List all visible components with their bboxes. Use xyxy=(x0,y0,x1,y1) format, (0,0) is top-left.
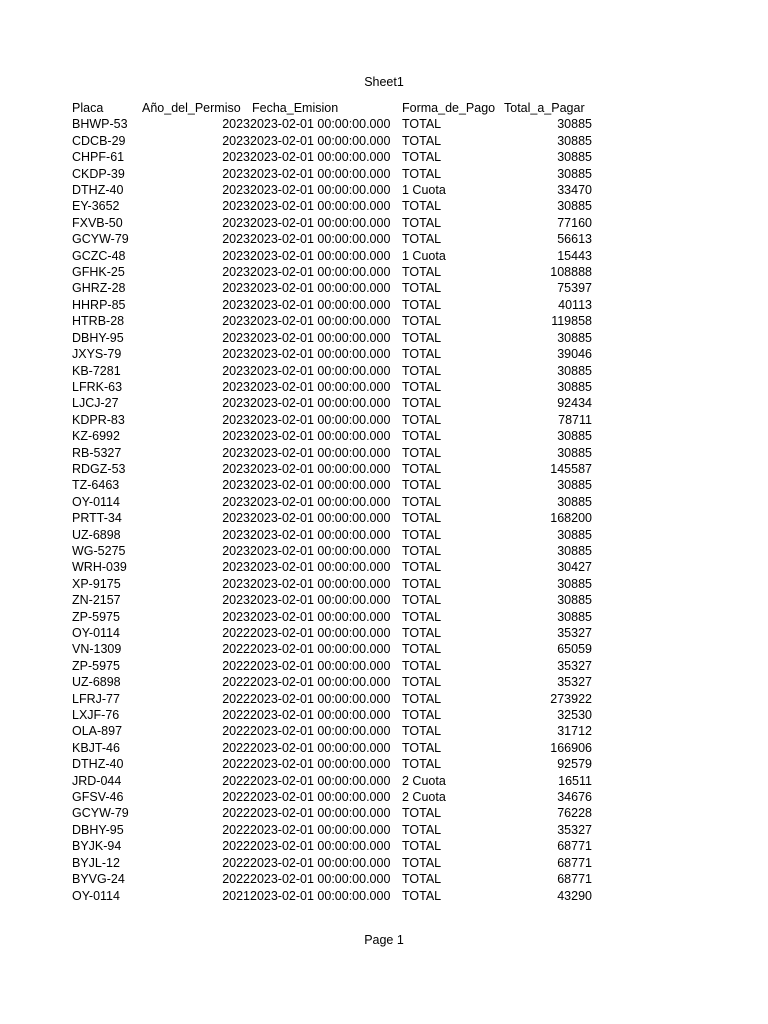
cell-total-a-pagar: 92434 xyxy=(557,396,592,411)
cell-anio-del-permiso: 2022 xyxy=(222,855,250,870)
table-row xyxy=(72,658,592,674)
cell-total-a-pagar: 78711 xyxy=(558,412,592,427)
table-row xyxy=(72,461,592,477)
cell-forma-de-pago: 1 Cuota xyxy=(402,248,446,263)
cell-forma-de-pago: TOTAL xyxy=(402,396,442,411)
data-table xyxy=(72,100,592,904)
cell-fecha-emision: 2023-02-01 00:00:00.000 xyxy=(250,642,391,657)
cell-forma-de-pago: TOTAL xyxy=(402,494,442,509)
cell-forma-de-pago: TOTAL xyxy=(402,297,442,312)
cell-fecha-emision: 2023-02-01 00:00:00.000 xyxy=(250,478,391,493)
cell-anio-del-permiso: 2022 xyxy=(222,658,250,673)
cell-total-a-pagar: 31712 xyxy=(557,724,592,739)
cell-placa: ZP-5975 xyxy=(72,609,120,624)
cell-anio-del-permiso: 2023 xyxy=(222,429,250,444)
table-row xyxy=(72,510,592,526)
cell-fecha-emision: 2023-02-01 00:00:00.000 xyxy=(250,265,391,280)
table-row xyxy=(72,576,592,592)
cell-total-a-pagar: 30885 xyxy=(557,199,592,214)
cell-anio-del-permiso: 2023 xyxy=(222,543,250,558)
cell-placa: TZ-6463 xyxy=(72,478,120,493)
cell-fecha-emision: 2023-02-01 00:00:00.000 xyxy=(250,806,391,821)
cell-total-a-pagar: 68771 xyxy=(557,839,592,854)
cell-placa: DTHZ-40 xyxy=(72,183,124,198)
cell-total-a-pagar: 77160 xyxy=(557,215,592,230)
cell-fecha-emision: 2023-02-01 00:00:00.000 xyxy=(250,658,391,673)
cell-anio-del-permiso: 2023 xyxy=(222,117,250,132)
cell-total-a-pagar: 30885 xyxy=(557,379,592,394)
column-header-placa: Placa xyxy=(72,101,104,115)
cell-placa: LJCJ-27 xyxy=(72,396,119,411)
cell-forma-de-pago: TOTAL xyxy=(402,511,442,526)
cell-total-a-pagar: 40113 xyxy=(558,297,592,312)
cell-placa: LXJF-76 xyxy=(72,708,120,723)
cell-forma-de-pago: TOTAL xyxy=(402,265,442,280)
cell-placa: OY-0114 xyxy=(72,494,120,509)
cell-forma-de-pago: TOTAL xyxy=(402,461,442,476)
cell-total-a-pagar: 76228 xyxy=(557,806,592,821)
cell-anio-del-permiso: 2023 xyxy=(222,232,250,247)
cell-anio-del-permiso: 2023 xyxy=(222,461,250,476)
cell-placa: KB-7281 xyxy=(72,363,121,378)
cell-forma-de-pago: TOTAL xyxy=(402,576,442,591)
cell-total-a-pagar: 16511 xyxy=(558,773,592,788)
cell-forma-de-pago: TOTAL xyxy=(402,691,442,706)
cell-fecha-emision: 2023-02-01 00:00:00.000 xyxy=(250,593,391,608)
cell-placa: KDPR-83 xyxy=(72,412,125,427)
cell-anio-del-permiso: 2023 xyxy=(222,297,250,312)
cell-fecha-emision: 2023-02-01 00:00:00.000 xyxy=(250,297,391,312)
cell-forma-de-pago: TOTAL xyxy=(402,724,442,739)
table-row xyxy=(72,379,592,395)
table-row xyxy=(72,691,592,707)
cell-anio-del-permiso: 2023 xyxy=(222,363,250,378)
cell-fecha-emision: 2023-02-01 00:00:00.000 xyxy=(250,609,391,624)
cell-anio-del-permiso: 2022 xyxy=(222,740,250,755)
cell-placa: JXYS-79 xyxy=(72,347,122,362)
cell-forma-de-pago: TOTAL xyxy=(402,658,442,673)
cell-fecha-emision: 2023-02-01 00:00:00.000 xyxy=(250,626,391,640)
cell-anio-del-permiso: 2023 xyxy=(222,593,250,608)
cell-placa: RDGZ-53 xyxy=(72,461,126,476)
cell-fecha-emision: 2023-02-01 00:00:00.000 xyxy=(250,839,391,854)
cell-anio-del-permiso: 2022 xyxy=(222,822,250,837)
table-row xyxy=(72,116,592,132)
table-row xyxy=(72,838,592,854)
cell-forma-de-pago: TOTAL xyxy=(402,872,442,887)
cell-fecha-emision: 2023-02-01 00:00:00.000 xyxy=(250,888,391,903)
cell-anio-del-permiso: 2022 xyxy=(222,806,250,821)
table-row xyxy=(72,149,592,165)
cell-forma-de-pago: TOTAL xyxy=(402,675,442,690)
cell-placa: CKDP-39 xyxy=(72,166,125,181)
cell-forma-de-pago: TOTAL xyxy=(402,215,442,230)
cell-total-a-pagar: 30885 xyxy=(557,166,592,181)
cell-fecha-emision: 2023-02-01 00:00:00.000 xyxy=(250,183,391,198)
cell-total-a-pagar: 30885 xyxy=(557,576,592,591)
cell-fecha-emision: 2023-02-01 00:00:00.000 xyxy=(250,773,391,788)
table-row xyxy=(72,297,592,313)
cell-forma-de-pago: TOTAL xyxy=(402,822,442,837)
cell-total-a-pagar: 34676 xyxy=(557,790,592,805)
cell-anio-del-permiso: 2023 xyxy=(222,576,250,591)
cell-forma-de-pago: TOTAL xyxy=(402,445,442,460)
cell-placa: KBJT-46 xyxy=(72,740,120,755)
cell-fecha-emision: 2023-02-01 00:00:00.000 xyxy=(250,199,391,214)
cell-anio-del-permiso: 2023 xyxy=(222,445,250,460)
cell-forma-de-pago: TOTAL xyxy=(402,199,442,214)
cell-fecha-emision: 2023-02-01 00:00:00.000 xyxy=(250,855,391,870)
cell-anio-del-permiso: 2022 xyxy=(222,839,250,854)
cell-anio-del-permiso: 2023 xyxy=(222,330,250,345)
cell-placa: PRTT-34 xyxy=(72,511,122,526)
cell-placa: CHPF-61 xyxy=(72,150,125,165)
cell-anio-del-permiso: 2022 xyxy=(222,773,250,788)
table-row xyxy=(72,133,592,149)
column-header-anio-del-permiso: Año_del_Permiso xyxy=(142,101,241,115)
cell-forma-de-pago: TOTAL xyxy=(402,330,442,345)
cell-forma-de-pago: TOTAL xyxy=(402,888,442,903)
cell-total-a-pagar: 65059 xyxy=(557,642,592,657)
page-footer: Page 1 xyxy=(364,933,404,947)
cell-total-a-pagar: 30885 xyxy=(557,445,592,460)
cell-anio-del-permiso: 2023 xyxy=(222,199,250,214)
cell-anio-del-permiso: 2023 xyxy=(222,347,250,362)
cell-fecha-emision: 2023-02-01 00:00:00.000 xyxy=(250,511,391,526)
cell-total-a-pagar: 30885 xyxy=(557,363,592,378)
table-row xyxy=(72,609,592,625)
cell-placa: BYJL-12 xyxy=(72,855,120,870)
table-row xyxy=(72,822,592,838)
cell-total-a-pagar: 92579 xyxy=(557,757,592,772)
cell-fecha-emision: 2023-02-01 00:00:00.000 xyxy=(250,363,391,378)
cell-total-a-pagar: 33470 xyxy=(557,183,592,198)
cell-forma-de-pago: TOTAL xyxy=(402,609,442,624)
cell-fecha-emision: 2023-02-01 00:00:00.000 xyxy=(250,790,391,805)
cell-placa: GCZC-48 xyxy=(72,248,126,263)
cell-forma-de-pago: 2 Cuota xyxy=(402,790,446,805)
cell-fecha-emision: 2023-02-01 00:00:00.000 xyxy=(250,675,391,690)
cell-fecha-emision: 2023-02-01 00:00:00.000 xyxy=(250,330,391,345)
cell-forma-de-pago: TOTAL xyxy=(402,543,442,558)
cell-total-a-pagar: 30885 xyxy=(557,429,592,444)
table-row xyxy=(72,264,592,280)
cell-placa: DBHY-95 xyxy=(72,822,124,837)
cell-forma-de-pago: 2 Cuota xyxy=(402,773,446,788)
cell-anio-del-permiso: 2023 xyxy=(222,150,250,165)
cell-anio-del-permiso: 2023 xyxy=(222,379,250,394)
cell-forma-de-pago: TOTAL xyxy=(402,839,442,854)
cell-anio-del-permiso: 2023 xyxy=(222,183,250,198)
table-row xyxy=(72,313,592,329)
cell-anio-del-permiso: 2023 xyxy=(222,314,250,329)
cell-total-a-pagar: 30885 xyxy=(557,117,592,132)
cell-anio-del-permiso: 2023 xyxy=(222,166,250,181)
cell-forma-de-pago: TOTAL xyxy=(402,363,442,378)
cell-forma-de-pago: TOTAL xyxy=(402,806,442,821)
table-row xyxy=(72,641,592,657)
cell-placa: GCYW-79 xyxy=(72,806,129,821)
table-row xyxy=(72,166,592,182)
cell-placa: CDCB-29 xyxy=(72,133,126,148)
cell-placa: EY-3652 xyxy=(72,199,120,214)
cell-total-a-pagar: 30885 xyxy=(557,527,592,542)
cell-placa: RB-5327 xyxy=(72,445,122,460)
cell-anio-del-permiso: 2022 xyxy=(222,708,250,723)
cell-total-a-pagar: 56613 xyxy=(557,232,592,247)
cell-placa: GCYW-79 xyxy=(72,232,129,247)
table-row xyxy=(72,855,592,871)
table-row xyxy=(72,428,592,444)
sheet-title: Sheet1 xyxy=(364,75,404,89)
table-row xyxy=(72,543,592,559)
cell-placa: HHRP-85 xyxy=(72,297,126,312)
cell-forma-de-pago: TOTAL xyxy=(402,232,442,247)
cell-anio-del-permiso: 2021 xyxy=(222,888,250,903)
table-row xyxy=(72,346,592,362)
cell-total-a-pagar: 68771 xyxy=(557,872,592,887)
table-row xyxy=(72,773,592,789)
table-row xyxy=(72,871,592,887)
cell-anio-del-permiso: 2022 xyxy=(222,790,250,805)
cell-placa: DBHY-95 xyxy=(72,330,124,345)
cell-forma-de-pago: TOTAL xyxy=(402,478,442,493)
cell-fecha-emision: 2023-02-01 00:00:00.000 xyxy=(250,429,391,444)
cell-total-a-pagar: 108888 xyxy=(550,265,592,280)
table-row xyxy=(72,231,592,247)
cell-fecha-emision: 2023-02-01 00:00:00.000 xyxy=(250,133,391,148)
cell-placa: JRD-044 xyxy=(72,773,122,788)
cell-forma-de-pago: TOTAL xyxy=(402,133,442,148)
table-row xyxy=(72,412,592,428)
cell-anio-del-permiso: 2022 xyxy=(222,675,250,690)
cell-forma-de-pago: TOTAL xyxy=(402,527,442,542)
cell-fecha-emision: 2023-02-01 00:00:00.000 xyxy=(250,396,391,411)
cell-placa: HTRB-28 xyxy=(72,314,125,329)
cell-forma-de-pago: TOTAL xyxy=(402,429,442,444)
cell-anio-del-permiso: 2023 xyxy=(222,396,250,411)
cell-placa: LFRK-63 xyxy=(72,379,123,394)
table-row xyxy=(72,477,592,493)
cell-fecha-emision: 2023-02-01 00:00:00.000 xyxy=(250,527,391,542)
cell-anio-del-permiso: 2023 xyxy=(222,281,250,296)
column-header-total-a-pagar: Total_a_Pagar xyxy=(504,101,585,115)
table-row xyxy=(72,559,592,575)
cell-fecha-emision: 2023-02-01 00:00:00.000 xyxy=(250,150,391,165)
column-header-fecha-emision: Fecha_Emision xyxy=(252,101,339,115)
cell-fecha-emision: 2023-02-01 00:00:00.000 xyxy=(250,872,391,887)
cell-placa: BYJK-94 xyxy=(72,839,122,854)
cell-total-a-pagar: 119858 xyxy=(551,314,592,329)
cell-fecha-emision: 2023-02-01 00:00:00.000 xyxy=(250,576,391,591)
cell-placa: OY-0114 xyxy=(72,626,120,640)
cell-anio-del-permiso: 2023 xyxy=(222,609,250,624)
cell-total-a-pagar: 30885 xyxy=(557,330,592,345)
cell-placa: XP-9175 xyxy=(72,576,121,591)
cell-fecha-emision: 2023-02-01 00:00:00.000 xyxy=(250,708,391,723)
table-row xyxy=(72,888,592,904)
column-header-forma-de-pago: Forma_de_Pago xyxy=(402,101,496,115)
cell-total-a-pagar: 32530 xyxy=(557,708,592,723)
table-row xyxy=(72,395,592,411)
cell-forma-de-pago: TOTAL xyxy=(402,166,442,181)
cell-anio-del-permiso: 2022 xyxy=(222,642,250,657)
table-row xyxy=(72,248,592,264)
cell-anio-del-permiso: 2022 xyxy=(222,626,250,640)
cell-placa: FXVB-50 xyxy=(72,215,123,230)
cell-anio-del-permiso: 2023 xyxy=(222,527,250,542)
cell-total-a-pagar: 30885 xyxy=(557,543,592,558)
table-row xyxy=(72,740,592,756)
cell-fecha-emision: 2023-02-01 00:00:00.000 xyxy=(250,412,391,427)
cell-anio-del-permiso: 2022 xyxy=(222,757,250,772)
cell-forma-de-pago: TOTAL xyxy=(402,412,442,427)
cell-forma-de-pago: TOTAL xyxy=(402,379,442,394)
cell-forma-de-pago: TOTAL xyxy=(402,708,442,723)
cell-total-a-pagar: 30885 xyxy=(557,609,592,624)
cell-fecha-emision: 2023-02-01 00:00:00.000 xyxy=(250,461,391,476)
table-row xyxy=(72,280,592,296)
cell-forma-de-pago: TOTAL xyxy=(402,314,442,329)
cell-anio-del-permiso: 2023 xyxy=(222,511,250,526)
cell-placa: UZ-6898 xyxy=(72,675,121,690)
cell-fecha-emision: 2023-02-01 00:00:00.000 xyxy=(250,445,391,460)
cell-fecha-emision: 2023-02-01 00:00:00.000 xyxy=(250,117,391,132)
cell-forma-de-pago: TOTAL xyxy=(402,757,442,772)
cell-total-a-pagar: 168200 xyxy=(550,511,592,526)
cell-placa: OLA-897 xyxy=(72,724,123,739)
cell-total-a-pagar: 30885 xyxy=(557,494,592,509)
cell-forma-de-pago: TOTAL xyxy=(402,593,442,608)
cell-fecha-emision: 2023-02-01 00:00:00.000 xyxy=(250,691,391,706)
cell-forma-de-pago: TOTAL xyxy=(402,117,442,132)
cell-forma-de-pago: TOTAL xyxy=(402,347,442,362)
cell-total-a-pagar: 30885 xyxy=(557,150,592,165)
cell-fecha-emision: 2023-02-01 00:00:00.000 xyxy=(250,724,391,739)
cell-anio-del-permiso: 2022 xyxy=(222,872,250,887)
cell-anio-del-permiso: 2023 xyxy=(222,478,250,493)
cell-fecha-emision: 2023-02-01 00:00:00.000 xyxy=(250,314,391,329)
cell-total-a-pagar: 30427 xyxy=(557,560,592,575)
cell-placa: GFSV-46 xyxy=(72,790,124,805)
cell-fecha-emision: 2023-02-01 00:00:00.000 xyxy=(250,822,391,837)
table-row xyxy=(72,592,592,608)
cell-placa: UZ-6898 xyxy=(72,527,121,542)
cell-forma-de-pago: TOTAL xyxy=(402,626,442,640)
table-row xyxy=(72,723,592,739)
cell-fecha-emision: 2023-02-01 00:00:00.000 xyxy=(250,379,391,394)
cell-total-a-pagar: 68771 xyxy=(557,855,592,870)
cell-total-a-pagar: 30885 xyxy=(557,478,592,493)
cell-anio-del-permiso: 2023 xyxy=(222,215,250,230)
cell-forma-de-pago: TOTAL xyxy=(402,642,442,657)
table-row xyxy=(72,198,592,214)
cell-total-a-pagar: 35327 xyxy=(557,626,592,640)
cell-placa: WG-5275 xyxy=(72,543,126,558)
cell-placa: ZP-5975 xyxy=(72,658,120,673)
cell-fecha-emision: 2023-02-01 00:00:00.000 xyxy=(250,166,391,181)
cell-forma-de-pago: TOTAL xyxy=(402,560,442,575)
cell-placa: OY-0114 xyxy=(72,888,120,903)
table-body xyxy=(72,116,592,904)
cell-fecha-emision: 2023-02-01 00:00:00.000 xyxy=(250,494,391,509)
cell-total-a-pagar: 39046 xyxy=(557,347,592,362)
table-row xyxy=(72,756,592,772)
cell-fecha-emision: 2023-02-01 00:00:00.000 xyxy=(250,248,391,263)
cell-fecha-emision: 2023-02-01 00:00:00.000 xyxy=(250,560,391,575)
cell-total-a-pagar: 35327 xyxy=(557,675,592,690)
cell-placa: LFRJ-77 xyxy=(72,691,120,706)
cell-total-a-pagar: 35327 xyxy=(557,658,592,673)
cell-anio-del-permiso: 2023 xyxy=(222,560,250,575)
cell-placa: KZ-6992 xyxy=(72,429,120,444)
cell-placa: ZN-2157 xyxy=(72,593,121,608)
cell-placa: VN-1309 xyxy=(72,642,122,657)
cell-placa: WRH-039 xyxy=(72,560,127,575)
table-row xyxy=(72,625,592,641)
cell-fecha-emision: 2023-02-01 00:00:00.000 xyxy=(250,757,391,772)
cell-anio-del-permiso: 2023 xyxy=(222,494,250,509)
cell-anio-del-permiso: 2022 xyxy=(222,724,250,739)
cell-forma-de-pago: TOTAL xyxy=(402,281,442,296)
table-row xyxy=(72,215,592,231)
header-row xyxy=(72,100,592,116)
cell-placa: BHWP-53 xyxy=(72,117,128,132)
cell-total-a-pagar: 43290 xyxy=(557,888,592,903)
table-row xyxy=(72,494,592,510)
cell-total-a-pagar: 145587 xyxy=(550,461,592,476)
table-row xyxy=(72,674,592,690)
cell-forma-de-pago: TOTAL xyxy=(402,150,442,165)
cell-placa: BYVG-24 xyxy=(72,872,125,887)
cell-fecha-emision: 2023-02-01 00:00:00.000 xyxy=(250,347,391,362)
table-row xyxy=(72,330,592,346)
cell-fecha-emision: 2023-02-01 00:00:00.000 xyxy=(250,281,391,296)
table-row xyxy=(72,182,592,198)
cell-anio-del-permiso: 2023 xyxy=(222,412,250,427)
table-row xyxy=(72,527,592,543)
cell-anio-del-permiso: 2023 xyxy=(222,133,250,148)
table-row xyxy=(72,363,592,379)
cell-forma-de-pago: 1 Cuota xyxy=(402,183,446,198)
cell-forma-de-pago: TOTAL xyxy=(402,740,442,755)
cell-total-a-pagar: 30885 xyxy=(557,133,592,148)
cell-fecha-emision: 2023-02-01 00:00:00.000 xyxy=(250,232,391,247)
table-row xyxy=(72,805,592,821)
cell-anio-del-permiso: 2023 xyxy=(222,248,250,263)
cell-total-a-pagar: 75397 xyxy=(557,281,592,296)
cell-placa: GHRZ-28 xyxy=(72,281,126,296)
cell-fecha-emision: 2023-02-01 00:00:00.000 xyxy=(250,740,391,755)
cell-forma-de-pago: TOTAL xyxy=(402,855,442,870)
cell-total-a-pagar: 166906 xyxy=(550,740,592,755)
cell-total-a-pagar: 35327 xyxy=(557,822,592,837)
table-row xyxy=(72,789,592,805)
cell-anio-del-permiso: 2023 xyxy=(222,265,250,280)
cell-total-a-pagar: 15443 xyxy=(557,248,592,263)
table-row xyxy=(72,707,592,723)
table-row xyxy=(72,445,592,461)
cell-placa: DTHZ-40 xyxy=(72,757,124,772)
cell-total-a-pagar: 30885 xyxy=(557,593,592,608)
cell-fecha-emision: 2023-02-01 00:00:00.000 xyxy=(250,215,391,230)
cell-total-a-pagar: 273922 xyxy=(550,691,592,706)
cell-fecha-emision: 2023-02-01 00:00:00.000 xyxy=(250,543,391,558)
cell-placa: GFHK-25 xyxy=(72,265,125,280)
cell-anio-del-permiso: 2022 xyxy=(222,691,250,706)
